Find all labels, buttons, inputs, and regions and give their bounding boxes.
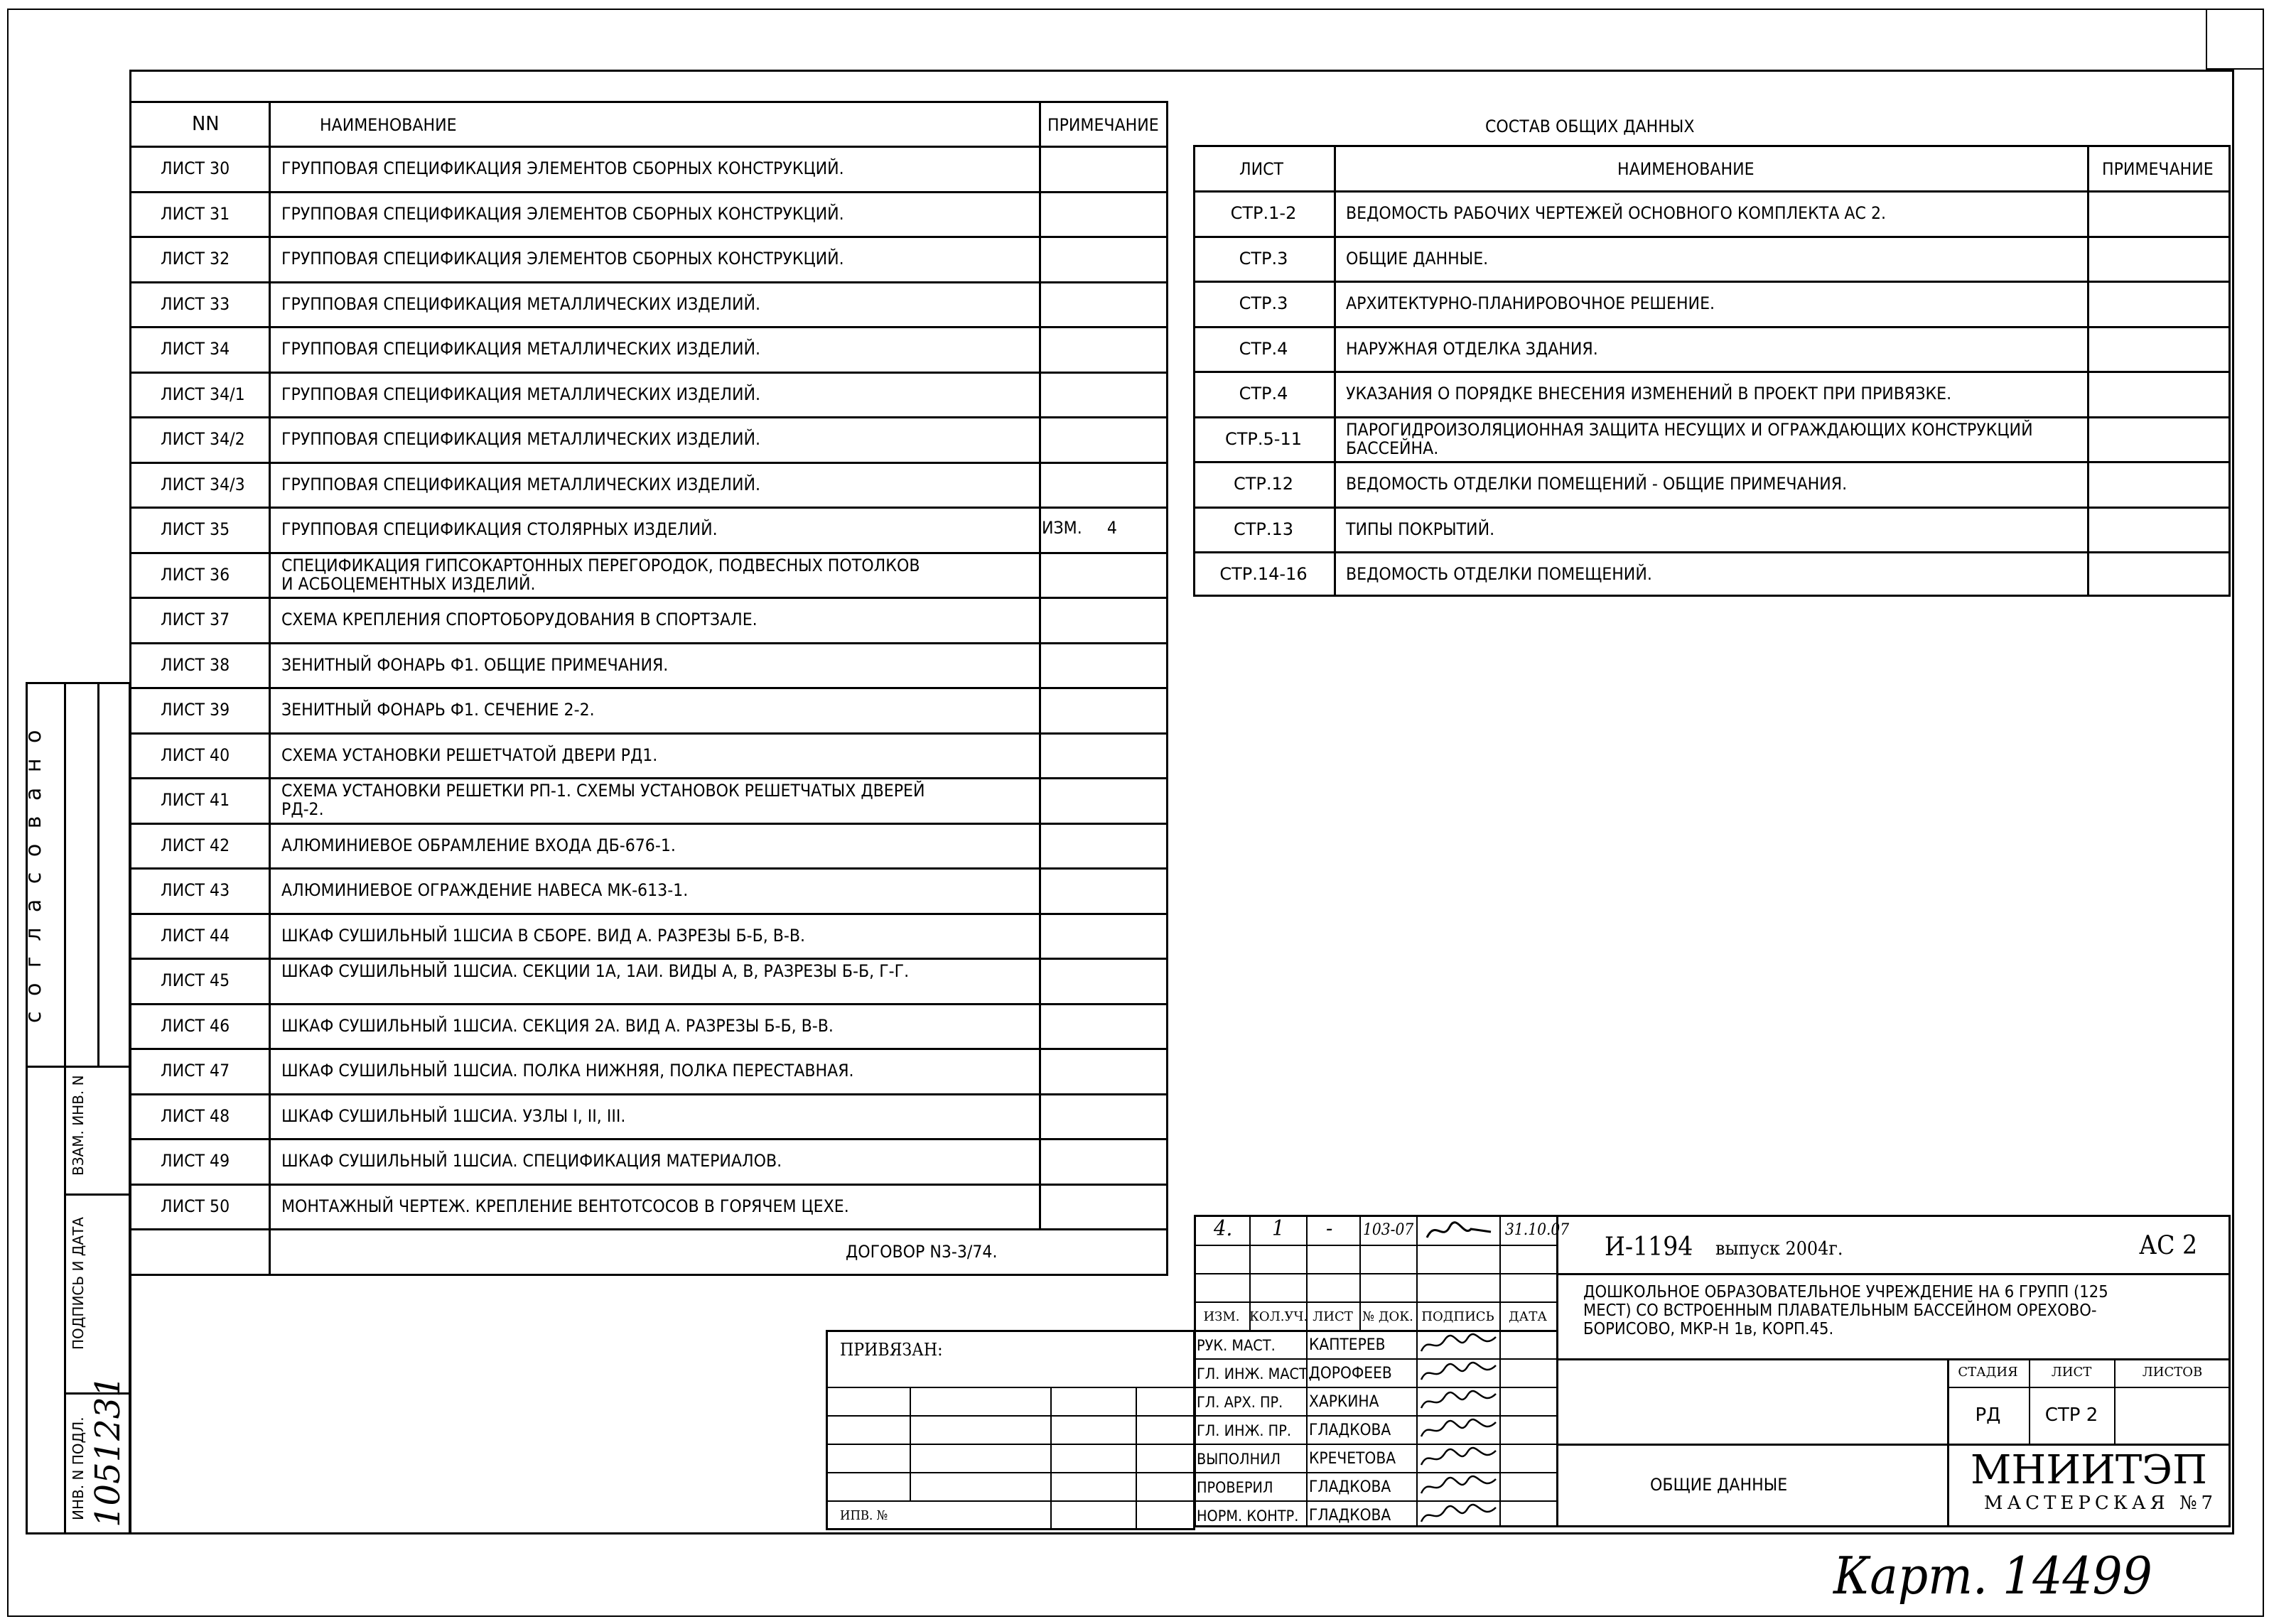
left-row-nn: ЛИСТ 31 xyxy=(161,203,230,224)
left-row-name: ЗЕНИТНЫЙ ФОНАРЬ Ф1. ОБЩИЕ ПРИМЕЧАНИЯ. xyxy=(281,654,669,675)
object-name: ДОШКОЛЬНОЕ ОБРАЗОВАТЕЛЬНОЕ УЧРЕЖДЕНИЕ НА 6 ГРУПП (125 МЕСТ) СО ВСТРОЕННЫМ ПЛАВАТЕЛЬНЫМ БАССЕЙНОМ ОРЕХОВО-БОРИСОВО, МКР-Н 1в, КОРП.45. xyxy=(1583,1283,2108,1338)
issue-label: выпуск 2004г. xyxy=(1715,1238,1843,1260)
left-row-name: ГРУППОВАЯ СПЕЦИФИКАЦИЯ СТОЛЯРНЫХ ИЗДЕЛИЙ. xyxy=(281,519,718,539)
right-row-sheet: СТР.4 xyxy=(1239,384,1288,404)
person-name: КАПТЕРЕВ xyxy=(1309,1336,1386,1354)
right-row-name: ВЕДОМОСТЬ ОТДЕЛКИ ПОМЕЩЕНИЙ. xyxy=(1346,564,1652,584)
left-row-nn: ЛИСТ 34/3 xyxy=(161,474,245,494)
left-header-nn: NN xyxy=(192,112,220,135)
left-row-name: ГРУППОВАЯ СПЕЦИФИКАЦИЯ МЕТАЛЛИЧЕСКИХ ИЗДЕЛИЙ. xyxy=(281,384,761,404)
inv-number: 1051231 xyxy=(88,1375,128,1527)
change-izm: 4. xyxy=(1214,1216,1233,1241)
person-name: ХАРКИНА xyxy=(1309,1393,1379,1411)
left-header-name: НАИМЕНОВАНИЕ xyxy=(320,115,457,135)
left-row-nn: ЛИСТ 34/1 xyxy=(161,384,245,404)
col-doc: № ДОК. xyxy=(1362,1309,1413,1324)
right-row-name: НАРУЖНАЯ ОТДЕЛКА ЗДАНИЯ. xyxy=(1346,338,1598,359)
drawing-name: ОБЩИЕ ДАННЫЕ xyxy=(1650,1475,1788,1495)
left-row-nn: ЛИСТ 33 xyxy=(161,293,230,314)
col-date: ДАТА xyxy=(1509,1309,1547,1324)
right-row-sheet: СТР.4 xyxy=(1239,338,1288,359)
left-row-name: СХЕМА КРЕПЛЕНИЯ СПОРТОБОРУДОВАНИЯ В СПОРТЗАЛЕ. xyxy=(281,610,758,629)
signature-mark xyxy=(1418,1415,1499,1444)
left-row-name: ЗЕНИТНЫЙ ФОНАРЬ Ф1. СЕЧЕНИЕ 2-2. xyxy=(281,700,595,720)
left-row-nn: ЛИСТ 30 xyxy=(161,158,230,178)
left-row-name: ГРУППОВАЯ СПЕЦИФИКАЦИЯ МЕТАЛЛИЧЕСКИХ ИЗДЕЛИЙ. xyxy=(281,339,761,359)
signature-mark xyxy=(1418,1387,1499,1415)
change-date: 31.10.07 xyxy=(1505,1221,1570,1239)
sign-date-label: ПОДПИСЬ И ДАТА xyxy=(70,1217,87,1350)
person-name: КРЕЧЕТОВА xyxy=(1309,1450,1396,1468)
left-row-name: АЛЮМИНИЕВОЕ ОБРАМЛЕНИЕ ВХОДА ДБ-676-1. xyxy=(281,835,676,855)
col-list: ЛИСТ xyxy=(1313,1309,1353,1324)
right-row-sheet: СТР.12 xyxy=(1233,474,1294,494)
right-row-name: ВЕДОМОСТЬ РАБОЧИХ ЧЕРТЕЖЕЙ ОСНОВНОГО КОМПЛЕКТА АС 2. xyxy=(1346,203,1887,223)
left-row-nn: ЛИСТ 35 xyxy=(161,519,230,539)
workshop-name: МАСТЕРСКАЯ №7 xyxy=(1983,1493,2217,1514)
signature-mark xyxy=(1418,1444,1499,1472)
left-row-name: ШКАФ СУШИЛЬНЫЙ 1ШСИА. СЕКЦИЯ 2А. ВИД А. РАЗРЕЗЫ Б-Б, В-В. xyxy=(281,1015,834,1036)
change-signature xyxy=(1421,1216,1496,1245)
sheets-label: ЛИСТОВ xyxy=(2142,1365,2203,1380)
right-row-name: ОБЩИЕ ДАННЫЕ. xyxy=(1346,248,1489,269)
doc-code: АС 2 xyxy=(2139,1231,2198,1260)
right-row-name: УКАЗАНИЯ О ПОРЯДКЕ ВНЕСЕНИЯ ИЗМЕНЕНИЙ В ПРОЕКТ ПРИ ПРИВЯЗКЕ. xyxy=(1346,384,1952,404)
change-list: - xyxy=(1326,1216,1333,1241)
signature-mark xyxy=(1418,1358,1499,1387)
col-sign: ПОДПИСЬ xyxy=(1421,1309,1494,1324)
right-header-sheet: ЛИСТ xyxy=(1239,159,1284,179)
person-name: ГЛАДКОВА xyxy=(1309,1507,1391,1525)
right-row-sheet: СТР.5-11 xyxy=(1225,428,1302,449)
person-name: ГЛАДКОВА xyxy=(1309,1422,1391,1439)
left-row-nn: ЛИСТ 48 xyxy=(161,1105,230,1126)
left-row-nn: ЛИСТ 36 xyxy=(161,564,230,585)
signature-mark xyxy=(1418,1472,1499,1500)
left-row-name: ШКАФ СУШИЛЬНЫЙ 1ШСИА. СПЕЦИФИКАЦИЯ МАТЕРИАЛОВ. xyxy=(281,1151,782,1171)
left-row-name: ШКАФ СУШИЛЬНЫЙ 1ШСИА. СЕКЦИИ 1А, 1АИ. ВИДЫ А, В, РАЗРЕЗЫ Б-Б, Г-Г. xyxy=(281,961,910,981)
left-row-name: ШКАФ СУШИЛЬНЫЙ 1ШСИА В СБОРЕ. ВИД А. РАЗРЕЗЫ Б-Б, В-В. xyxy=(281,925,806,946)
right-header-note: ПРИМЕЧАНИЕ xyxy=(2102,159,2214,179)
privyazan-label: ПРИВЯЗАН: xyxy=(840,1340,943,1360)
right-row-sheet: СТР.3 xyxy=(1239,248,1288,269)
right-row-name: АРХИТЕКТУРНО-ПЛАНИРОВОЧНОЕ РЕШЕНИЕ. xyxy=(1346,293,1715,313)
left-row-nn: ЛИСТ 32 xyxy=(161,249,230,269)
right-row-name: ТИПЫ ПОКРЫТИЙ. xyxy=(1346,519,1495,539)
left-row-name: ГРУППОВАЯ СПЕЦИФИКАЦИЯ МЕТАЛЛИЧЕСКИХ ИЗДЕЛИЙ. xyxy=(281,293,761,314)
person-name: ДОРОФЕЕВ xyxy=(1309,1365,1392,1382)
left-row-nn: ЛИСТ 43 xyxy=(161,880,230,900)
col-izm: ИЗМ. xyxy=(1203,1309,1240,1324)
role-label: ГЛ. АРХ. ПР. xyxy=(1197,1394,1283,1411)
right-row-sheet: СТР.13 xyxy=(1233,519,1294,539)
signature-mark xyxy=(1418,1500,1499,1529)
inv-label: ИНВ. N ПОДЛ. xyxy=(70,1417,87,1520)
right-table-title: СОСТАВ ОБЩИХ ДАННЫХ xyxy=(1485,117,1695,136)
left-row-name: ШКАФ СУШИЛЬНЫЙ 1ШСИА. УЗЛЫ I, II, III. xyxy=(281,1105,626,1126)
person-name: ГЛАДКОВА xyxy=(1309,1478,1391,1496)
right-row-sheet: СТР.1-2 xyxy=(1230,203,1297,223)
left-row-nn: ЛИСТ 38 xyxy=(161,654,230,675)
handwritten-note: Карт. 14499 xyxy=(1833,1546,2152,1606)
left-header-note: ПРИМЕЧАНИЕ xyxy=(1047,115,1159,135)
sheet-label: ЛИСТ xyxy=(2051,1365,2092,1380)
right-row-sheet: СТР.14-16 xyxy=(1219,564,1308,584)
left-row-nn: ЛИСТ 47 xyxy=(161,1061,230,1081)
ipv-label: ИПВ. № xyxy=(840,1508,888,1523)
role-label: ВЫПОЛНИЛ xyxy=(1197,1451,1281,1468)
org-name: МНИИТЭП xyxy=(1971,1447,2207,1493)
left-row-name: СХЕМА УСТАНОВКИ РЕШЕТКИ РП-1. СХЕМЫ УСТАНОВОК РЕШЕТЧАТЫХ ДВЕРЕЙ РД-2. xyxy=(281,781,925,819)
left-row-nn: ЛИСТ 41 xyxy=(161,790,230,810)
left-row-name: МОНТАЖНЫЙ ЧЕРТЕЖ. КРЕПЛЕНИЕ ВЕНТОТСОСОВ В ГОРЯЧЕМ ЦЕХЕ. xyxy=(281,1196,849,1216)
role-label: ГЛ. ИНЖ. МАСТ. xyxy=(1197,1365,1312,1382)
change-kol: 1 xyxy=(1272,1216,1285,1241)
left-row-nn: ЛИСТ 42 xyxy=(161,835,230,855)
left-row-name: ГРУППОВАЯ СПЕЦИФИКАЦИЯ ЭЛЕМЕНТОВ СБОРНЫХ КОНСТРУКЦИЙ. xyxy=(281,203,844,224)
signature-mark xyxy=(1418,1330,1499,1358)
left-row-nn: ЛИСТ 45 xyxy=(161,970,230,990)
change-doc: 103-07 xyxy=(1363,1221,1414,1239)
left-row-name: ГРУППОВАЯ СПЕЦИФИКАЦИЯ МЕТАЛЛИЧЕСКИХ ИЗДЕЛИЙ. xyxy=(281,474,761,494)
left-row-name: АЛЮМИНИЕВОЕ ОГРАЖДЕНИЕ НАВЕСА МК-613-1. xyxy=(281,880,689,900)
left-row-name: ГРУППОВАЯ СПЕЦИФИКАЦИЯ ЭЛЕМЕНТОВ СБОРНЫХ КОНСТРУКЦИЙ. xyxy=(281,158,844,178)
left-row-nn: ЛИСТ 37 xyxy=(161,610,230,629)
right-row-name: ВЕДОМОСТЬ ОТДЕЛКИ ПОМЕЩЕНИЙ - ОБЩИЕ ПРИМЕЧАНИЯ. xyxy=(1346,474,1848,494)
left-row-name: СХЕМА УСТАНОВКИ РЕШЕТЧАТОЙ ДВЕРИ РД1. xyxy=(281,745,658,765)
role-label: РУК. МАСТ. xyxy=(1197,1337,1276,1354)
vzam-inv-label: ВЗАМ. ИНВ. N xyxy=(70,1075,87,1176)
right-row-sheet: СТР.3 xyxy=(1239,293,1288,313)
left-row-name: ШКАФ СУШИЛЬНЫЙ 1ШСИА. ПОЛКА НИЖНЯЯ, ПОЛКА ПЕРЕСТАВНАЯ. xyxy=(281,1061,854,1081)
contract-number: ДОГОВОР N3-3/74. xyxy=(846,1242,998,1262)
left-row-note: ИЗМ. 4 xyxy=(1042,518,1117,538)
agreed-label: с о г л а с о в а н о xyxy=(21,725,46,1023)
left-row-nn: ЛИСТ 49 xyxy=(161,1151,230,1171)
right-row-name: ПАРОГИДРОИЗОЛЯЦИОННАЯ ЗАЩИТА НЕСУЩИХ И ОГРАЖДАЮЩИХ КОНСТРУКЦИЙ БАССЕЙНА. xyxy=(1346,419,2033,458)
stage-value: РД xyxy=(1975,1404,2001,1426)
sheet-value: СТР 2 xyxy=(2044,1404,2098,1426)
left-row-name: ГРУППОВАЯ СПЕЦИФИКАЦИЯ МЕТАЛЛИЧЕСКИХ ИЗДЕЛИЙ. xyxy=(281,429,761,449)
corner-box xyxy=(2206,9,2264,70)
left-row-nn: ЛИСТ 46 xyxy=(161,1015,230,1036)
left-row-nn: ЛИСТ 34/2 xyxy=(161,429,245,449)
left-row-name: СПЕЦИФИКАЦИЯ ГИПСОКАРТОННЫХ ПЕРЕГОРОДОК, ПОДВЕСНЫХ ПОТОЛКОВ И АСБОЦЕМЕНТНЫХ ИЗДЕЛИЙ. xyxy=(281,555,920,594)
left-row-nn: ЛИСТ 50 xyxy=(161,1196,230,1216)
left-row-name: ГРУППОВАЯ СПЕЦИФИКАЦИЯ ЭЛЕМЕНТОВ СБОРНЫХ КОНСТРУКЦИЙ. xyxy=(281,249,844,269)
role-label: ГЛ. ИНЖ. ПР. xyxy=(1197,1422,1291,1439)
col-kol: КОЛ.УЧ. xyxy=(1249,1309,1308,1324)
role-label: НОРМ. КОНТР. xyxy=(1197,1507,1299,1525)
left-row-nn: ЛИСТ 44 xyxy=(161,925,230,946)
left-row-nn: ЛИСТ 34 xyxy=(161,339,230,359)
role-label: ПРОВЕРИЛ xyxy=(1197,1479,1273,1496)
left-row-nn: ЛИСТ 40 xyxy=(161,745,230,765)
project-code: И-1194 xyxy=(1605,1233,1693,1262)
left-row-nn: ЛИСТ 39 xyxy=(161,700,230,720)
right-header-name: НАИМЕНОВАНИЕ xyxy=(1617,159,1755,179)
stage-label: СТАДИЯ xyxy=(1958,1365,2018,1380)
